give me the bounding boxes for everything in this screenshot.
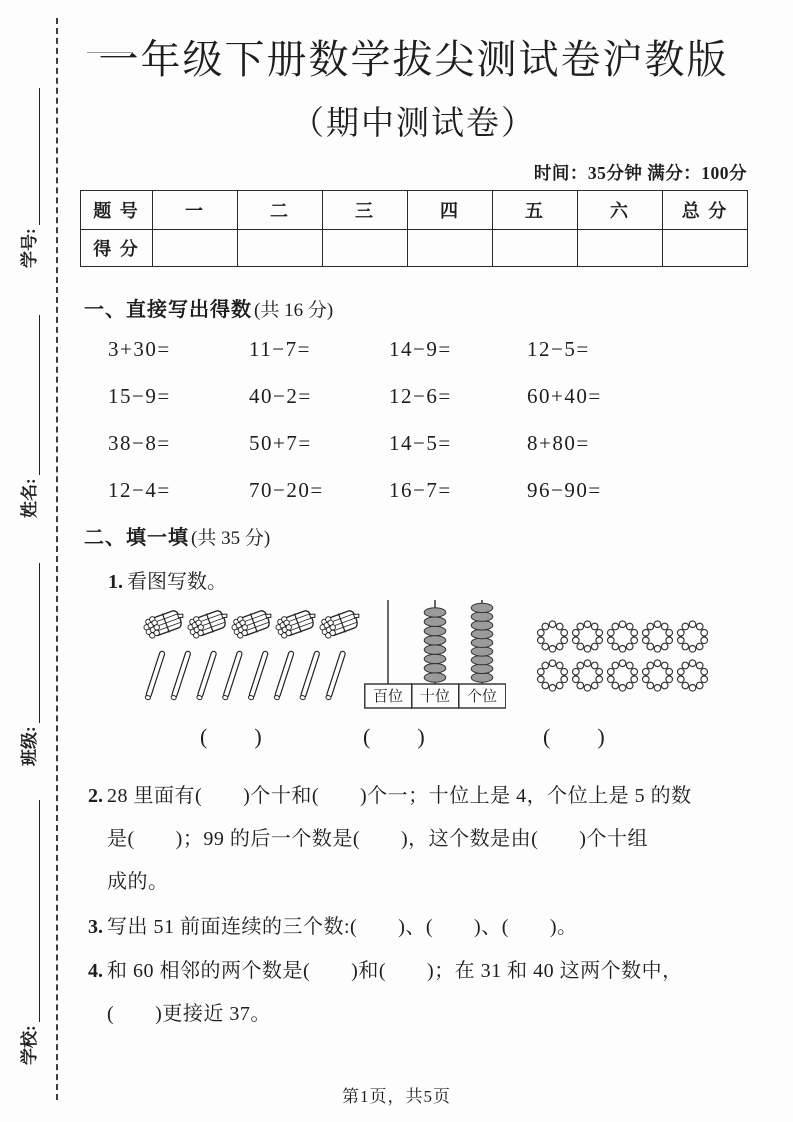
class-field-label: 班级: bbox=[20, 726, 39, 766]
place-value-label: 百位 bbox=[372, 689, 404, 705]
score-table-header-cell: 总 分 bbox=[663, 191, 748, 230]
score-row-label: 得 分 bbox=[81, 230, 153, 267]
question-number: 2. bbox=[88, 785, 103, 807]
bundle-of-sticks-icon bbox=[186, 602, 228, 646]
section-two-points: (共 35 分) bbox=[191, 528, 271, 549]
wreath-icon bbox=[571, 659, 604, 692]
page-footer: 第1页，共5页 bbox=[342, 1087, 451, 1106]
equation: 12−6= bbox=[389, 384, 452, 408]
abacus-bead bbox=[424, 654, 446, 663]
abacus-bead bbox=[471, 664, 493, 673]
abacus-bead bbox=[471, 629, 493, 638]
abacus-bead bbox=[471, 647, 493, 656]
school-field bbox=[4, 800, 40, 1065]
student-id-field bbox=[4, 88, 40, 268]
question-text-line: 和 60 相邻的两个数是( )和( )；在 31 和 40 这两个数中， bbox=[107, 960, 683, 982]
equation: 15−9= bbox=[108, 384, 171, 408]
student-name-field-blank-line bbox=[34, 315, 40, 475]
equation: 50+7= bbox=[249, 431, 312, 455]
question-lines bbox=[107, 950, 750, 1036]
question-1-number: 1. bbox=[108, 571, 123, 593]
paper-title: 一年级下册数学拔尖测试卷沪教版 bbox=[98, 37, 729, 82]
place-value-label: 个位 bbox=[466, 689, 498, 705]
student-id-field-blank-line bbox=[34, 88, 40, 225]
question-3 bbox=[88, 906, 750, 949]
score-cell-empty bbox=[238, 230, 323, 267]
wreath-icon bbox=[606, 659, 639, 692]
wreath-icon bbox=[536, 620, 569, 653]
abacus-bead bbox=[471, 612, 493, 621]
abacus-bead bbox=[424, 636, 446, 645]
wreath-icon bbox=[676, 620, 709, 653]
section-one-points: (共 16 分) bbox=[254, 300, 334, 321]
school-field-label: 学校: bbox=[20, 1025, 39, 1065]
score-cell-empty bbox=[578, 230, 663, 267]
question-text-line: ( )更接近 37。 bbox=[107, 1003, 271, 1025]
wreath-icon bbox=[641, 620, 674, 653]
abacus-bead bbox=[424, 626, 446, 635]
question-1-label bbox=[108, 565, 227, 594]
equation: 38−8= bbox=[108, 431, 171, 455]
equation: 14−5= bbox=[389, 431, 452, 455]
equation: 3+30= bbox=[108, 337, 171, 361]
score-table-score-row bbox=[81, 230, 748, 267]
abacus-bead bbox=[424, 608, 446, 617]
score-cell-empty bbox=[323, 230, 408, 267]
answer-blank-wreaths: ( ) bbox=[543, 724, 606, 749]
score-cell-empty bbox=[493, 230, 578, 267]
abacus-bead bbox=[424, 664, 446, 673]
wreath-figure bbox=[536, 620, 709, 692]
wreath-icon bbox=[606, 620, 639, 653]
bundle-of-sticks-icon bbox=[230, 602, 272, 646]
score-table-header-cell: 五 bbox=[493, 191, 578, 230]
abacus-bead bbox=[424, 673, 446, 682]
score-table-header-row bbox=[81, 191, 748, 230]
abacus-bead bbox=[424, 617, 446, 626]
question-text-line: 是( )；99 的后一个数是( )，这个数是由( )个十组 bbox=[107, 828, 648, 850]
abacus-figure bbox=[364, 597, 506, 715]
answer-blank-sticks: ( ) bbox=[200, 724, 263, 749]
bundle-of-sticks-icon bbox=[318, 602, 360, 646]
question-lines bbox=[107, 906, 750, 949]
score-cell-empty bbox=[153, 230, 238, 267]
equation: 70−20= bbox=[249, 478, 324, 502]
equation: 8+80= bbox=[527, 431, 590, 455]
question-4 bbox=[88, 950, 750, 1036]
class-field-blank-line bbox=[34, 563, 40, 723]
score-table-header-cell: 二 bbox=[238, 191, 323, 230]
binding-cut-line bbox=[56, 18, 58, 1100]
student-name-field-label: 姓名: bbox=[20, 478, 39, 518]
abacus-bead bbox=[471, 638, 493, 647]
time-score-info: 时间：35分钟 满分：100分 bbox=[533, 163, 747, 183]
question-number: 4. bbox=[88, 960, 103, 982]
place-value-label: 十位 bbox=[419, 689, 451, 705]
equation-grid bbox=[108, 326, 602, 514]
score-cell-empty bbox=[663, 230, 748, 267]
paper-subtitle: （期中测试卷） bbox=[291, 106, 536, 142]
section-two-heading bbox=[84, 521, 270, 550]
student-name-field bbox=[4, 315, 40, 518]
bundle-of-sticks-icon bbox=[142, 602, 184, 646]
question-2 bbox=[88, 775, 750, 904]
stick-bundles-row bbox=[142, 602, 360, 646]
abacus-bead bbox=[471, 673, 493, 682]
question-1-text: 看图写数。 bbox=[127, 571, 227, 593]
score-table-header-cell: 四 bbox=[408, 191, 493, 230]
score-table-header-cell: 题 号 bbox=[81, 191, 153, 230]
score-cell-empty bbox=[408, 230, 493, 267]
equation: 96−90= bbox=[527, 478, 602, 502]
abacus-bead bbox=[424, 645, 446, 654]
section-one-title: 一、直接写出得数 bbox=[84, 299, 252, 321]
loose-sticks-row bbox=[142, 648, 360, 711]
sticks-figure bbox=[142, 602, 360, 711]
wreath-icon bbox=[571, 620, 604, 653]
equation: 60+40= bbox=[527, 384, 602, 408]
wreath-icon bbox=[676, 659, 709, 692]
question-number: 3. bbox=[88, 916, 103, 938]
score-table bbox=[80, 190, 748, 267]
equation: 12−4= bbox=[108, 478, 171, 502]
score-table-header-cell: 三 bbox=[323, 191, 408, 230]
question-text-line: 28 里面有( )个十和( )个一；十位上是 4，个位上是 5 的数 bbox=[107, 785, 692, 807]
question-text-line: 成的。 bbox=[107, 871, 169, 893]
student-id-field-label: 学号: bbox=[20, 228, 39, 268]
question-text-line: 写出 51 前面连续的三个数:( )、( )、( )。 bbox=[107, 916, 578, 938]
answer-blank-abacus: ( ) bbox=[363, 724, 426, 749]
abacus-icon bbox=[364, 597, 506, 710]
class-field bbox=[4, 563, 40, 766]
equation: 40−2= bbox=[249, 384, 312, 408]
score-table-header-cell: 六 bbox=[578, 191, 663, 230]
equation: 14−9= bbox=[389, 337, 452, 361]
section-one-heading bbox=[84, 293, 333, 322]
equation: 12−5= bbox=[527, 337, 590, 361]
equation: 11−7= bbox=[249, 337, 311, 361]
equation: 16−7= bbox=[389, 478, 452, 502]
loose-sticks-icons bbox=[142, 648, 360, 706]
school-field-blank-line bbox=[34, 800, 40, 1022]
wreath-icon bbox=[641, 659, 674, 692]
wreath-icon bbox=[536, 659, 569, 692]
abacus-bead bbox=[471, 621, 493, 630]
score-table-header-cell: 一 bbox=[153, 191, 238, 230]
abacus-bead bbox=[471, 655, 493, 664]
bundle-of-sticks-icon bbox=[274, 602, 316, 646]
abacus-bead bbox=[471, 603, 493, 612]
question-lines bbox=[107, 775, 750, 904]
section-two-title: 二、填一填 bbox=[84, 527, 189, 549]
